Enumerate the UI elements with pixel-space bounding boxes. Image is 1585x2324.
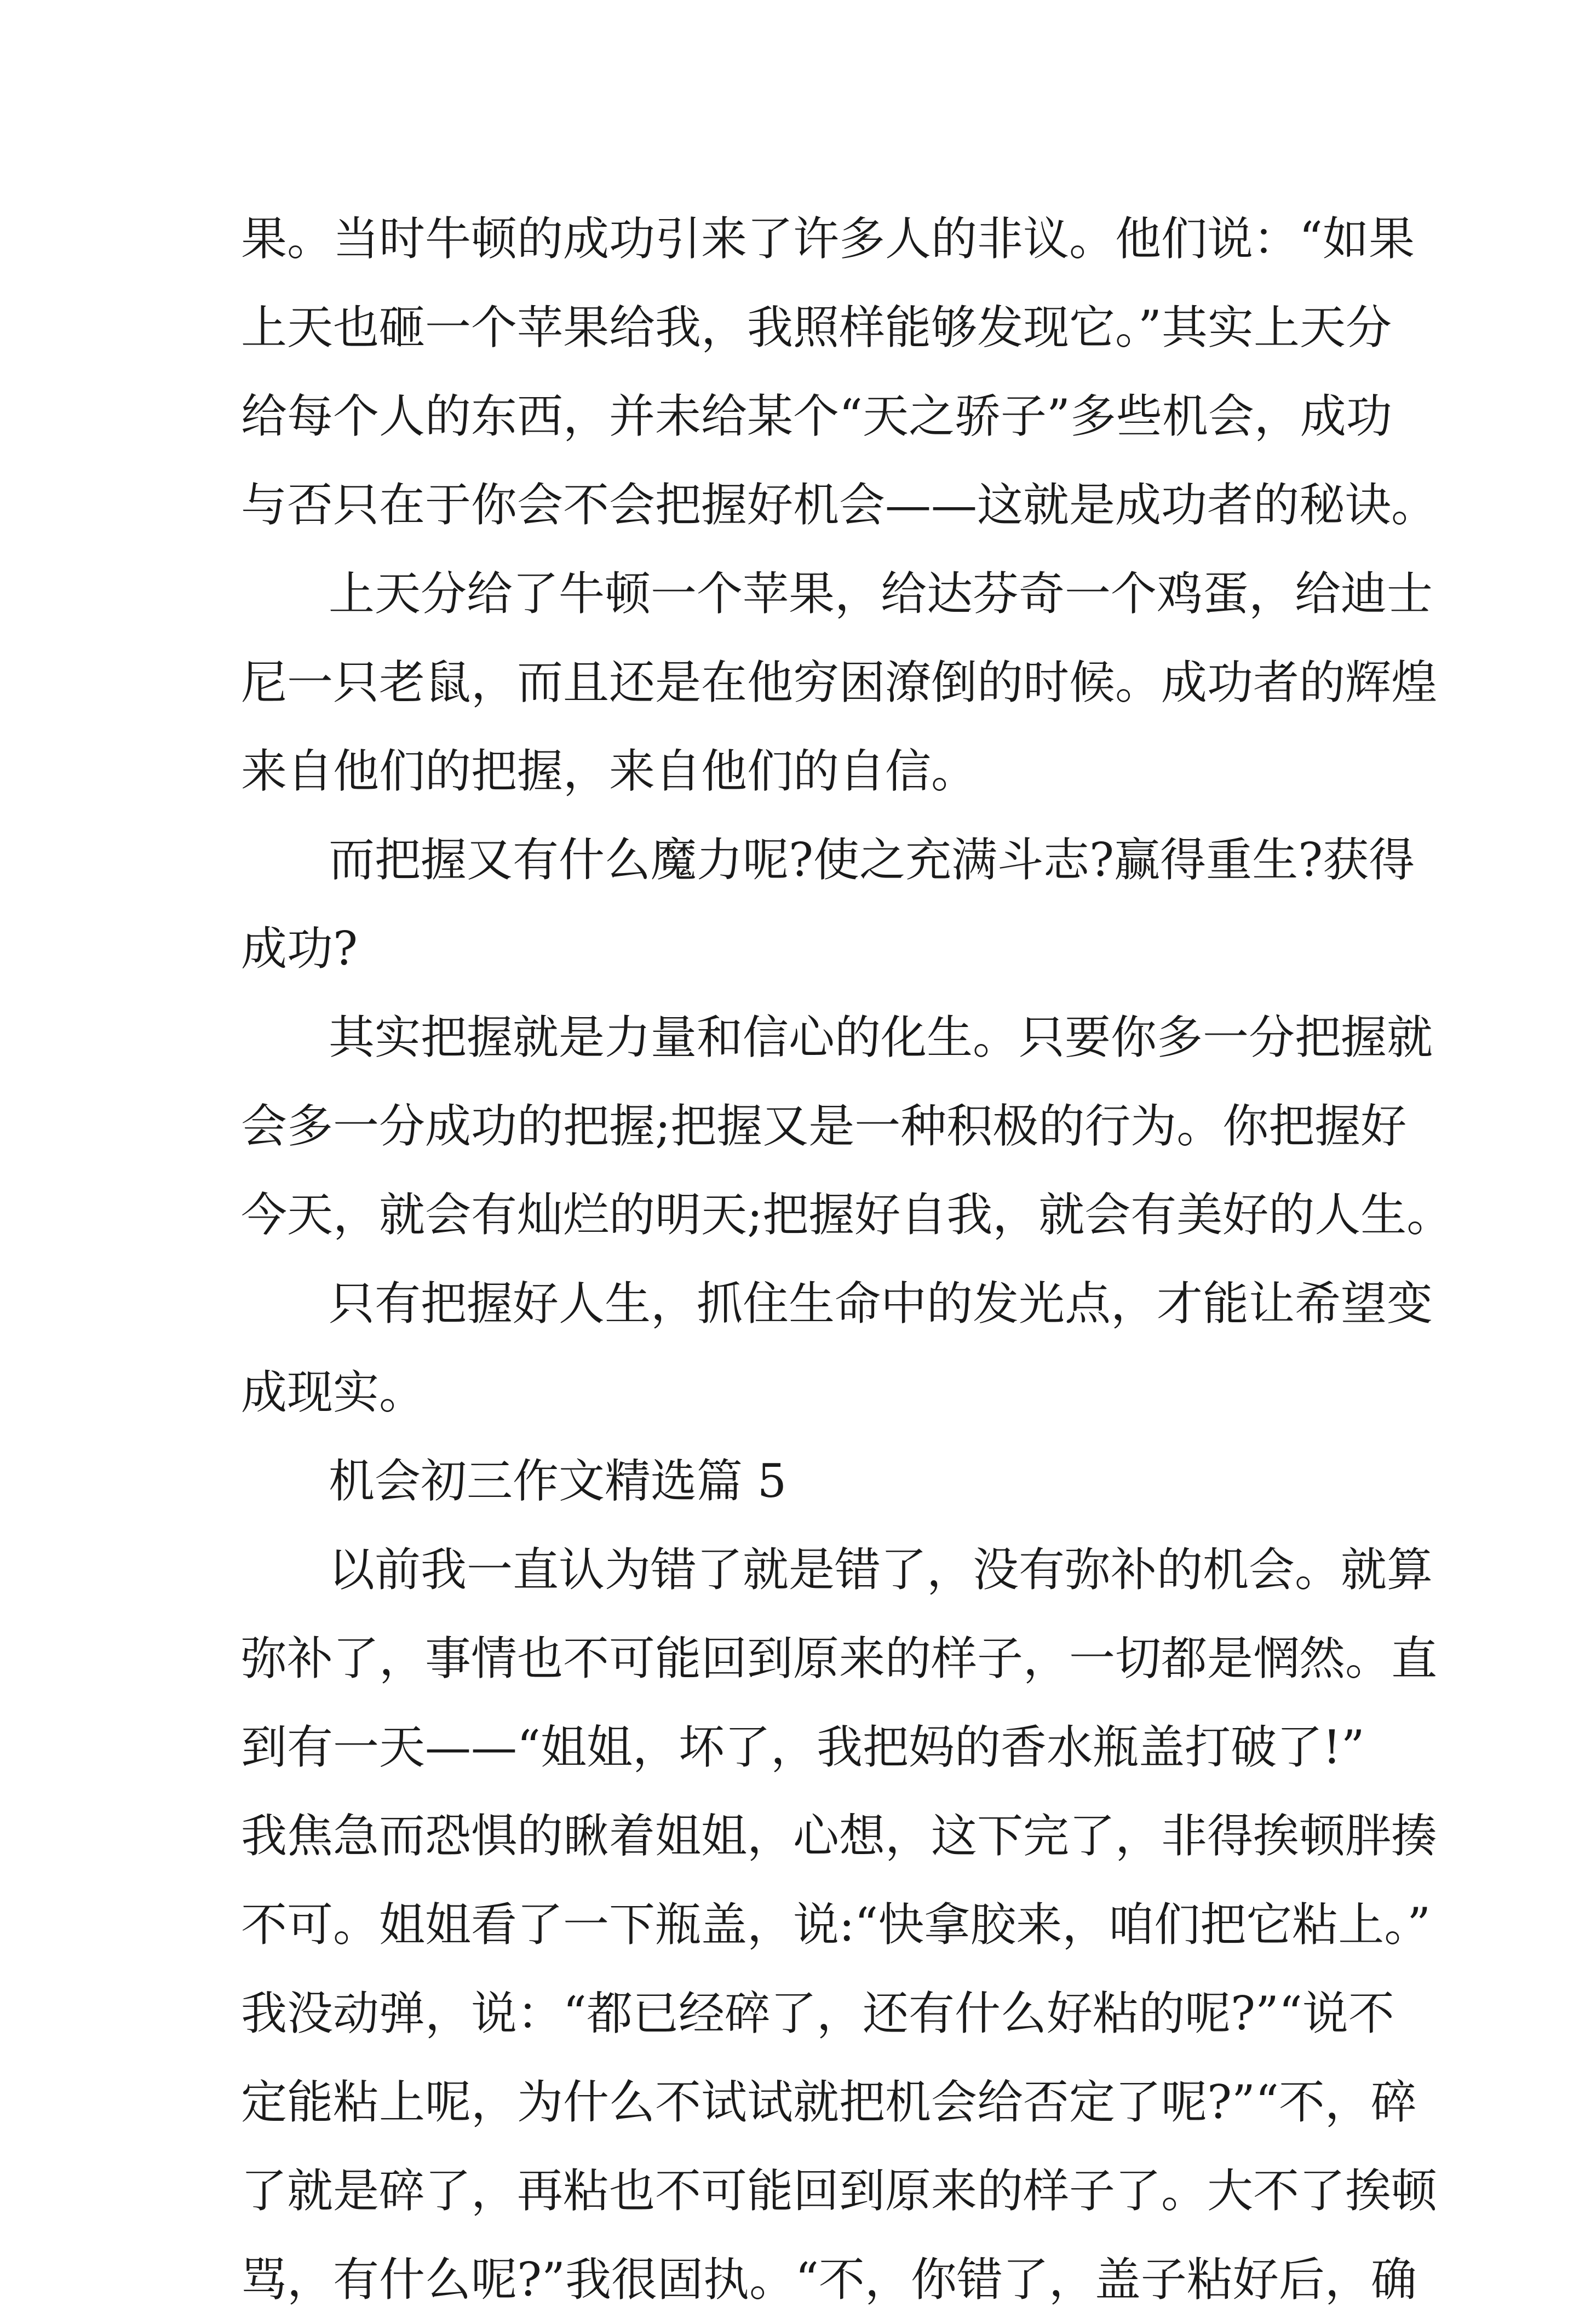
text-line: 给每个人的东西，并未给某个“天之骄子”多些机会，成功: [241, 389, 1392, 443]
text-line: 尼一只老鼠，而且还是在他穷困潦倒的时候。成功者的辉煌: [241, 656, 1438, 709]
text-line: 弥补了，事情也不可能回到原来的样子，一切都是惘然。直: [241, 1632, 1438, 1685]
text-line: 只有把握好人生，抓住生命中的发光点，才能让希望变: [329, 1277, 1433, 1330]
text-line: 其实把握就是力量和信心的化生。只要你多一分把握就: [329, 1011, 1433, 1064]
text-line: 骂，有什么呢?”我很固执。“不，你错了，盖子粘好后，确: [241, 2253, 1417, 2306]
body-text: [241, 194, 1453, 2324]
text-line: 定能粘上呢，为什么不试试就把机会给否定了呢?”“不，碎: [241, 2075, 1417, 2129]
text-line: 会多一分成功的把握;把握又是一种积极的行为。你把握好: [241, 1099, 1407, 1153]
text-line: 上天分给了牛顿一个苹果，给达芬奇一个鸡蛋，给迪士: [329, 567, 1433, 621]
text-line: 成现实。: [241, 1365, 426, 1419]
text-line: 了就是碎了，再粘也不可能回到原来的样子了。大不了挨顿: [241, 2164, 1438, 2218]
text-line: 机会初三作文精选篇 5: [329, 1454, 787, 1508]
text-line: 我焦急而恐惧的瞅着姐姐，心想，这下完了，非得挨顿胖揍: [241, 1809, 1438, 1863]
text-line: 与否只在于你会不会把握好机会——这就是成功者的秘诀。: [241, 478, 1438, 532]
text-line: 果。当时牛顿的成功引来了许多人的非议。他们说：“如果: [241, 212, 1415, 266]
text-line: 今天，就会有灿烂的明天;把握好自我，就会有美好的人生。: [241, 1188, 1453, 1242]
text-line: 而把握又有什么魔力呢?使之充满斗志?赢得重生?获得: [329, 833, 1415, 887]
text-line: 我没动弹，说：“都已经碎了，还有什么好粘的呢?”“说不: [241, 1987, 1394, 2040]
text-line: 到有一天——“姐姐，坏了，我把妈的香水瓶盖打破了!”: [241, 1720, 1365, 1774]
text-line: 成功?: [241, 922, 358, 975]
text-line: 以前我一直认为错了就是错了，没有弥补的机会。就算: [329, 1543, 1433, 1597]
text-line: 来自他们的把握，来自他们的自信。: [241, 744, 978, 798]
text-line: 不可。姐姐看了一下瓶盖，说:“快拿胶来，咱们把它粘上。”: [241, 1898, 1431, 1952]
text-line: 上天也砸一个苹果给我，我照样能够发现它。”其实上天分: [241, 301, 1392, 354]
